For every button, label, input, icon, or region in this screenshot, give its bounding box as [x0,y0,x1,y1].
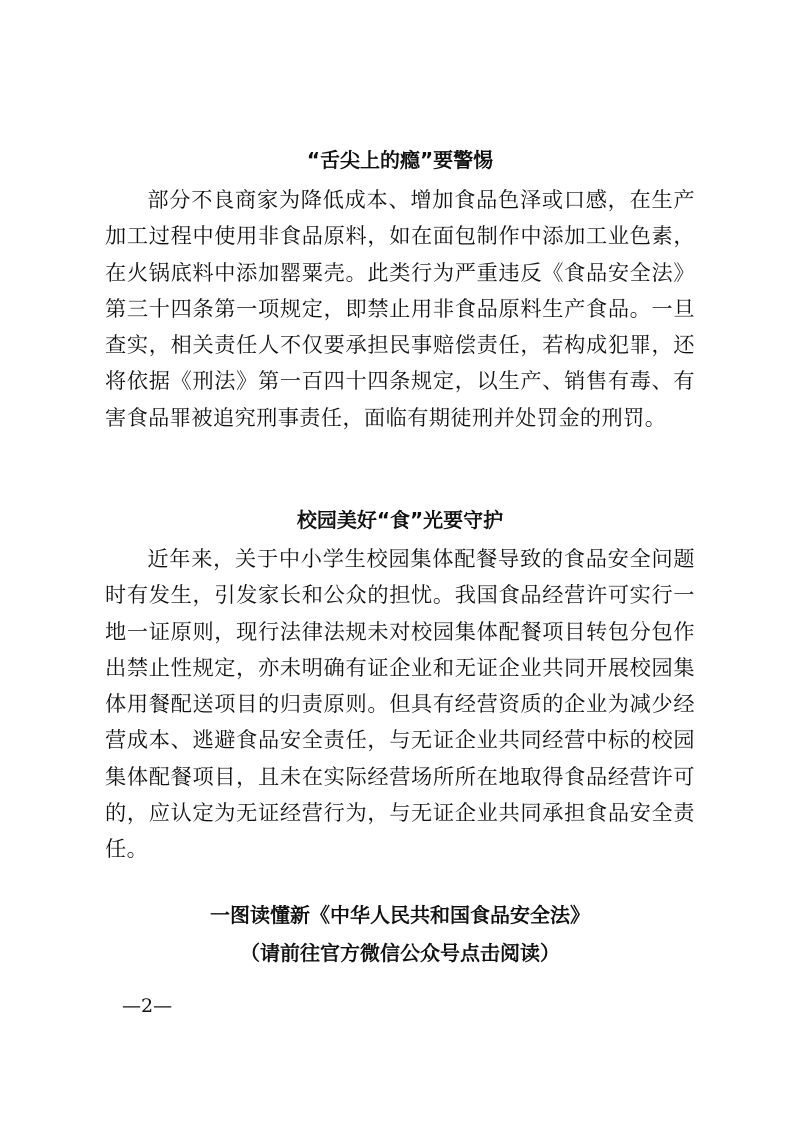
infographic-title: 一图读懂新《中华人民共和国食品安全法》 [210,903,590,927]
section-heading: “舌尖上的瘾”要警惕 [306,148,494,172]
section-heading: 校园美好“食”光要守护 [296,508,504,532]
section-body: 部分不良商家为降低成本、增加食品色泽或口感，在生产加工过程中使用非食品原料，如在面包制作中添加工业色素，在火锅底料中添加罂粟壳。此类行为严重违反《食品安全法》第三十四条第一项规定，即禁止用非食品原料生产食品。一旦查实，相关责任人不仅要承担民事赔偿责任，若构成犯罪，还将依据《刑法》第一百四十四条规定，以生产、销售有毒、有害食品罪被追究刑事责任，面临有期徒刑并处罚金的刑罚。 [105,187,695,430]
page-number: —2— [122,995,173,1017]
section-body: 近年来，关于中小学生校园集体配餐导致的食品安全问题时有发生，引发家长和公众的担忧。我国食品经营许可实行一地一证原则，现行法律法规未对校园集体配餐项目转包分包作出禁止性规定，亦未明确有证企业和无证企业共同开展校园集体用餐配送项目的归责原则。但具有经营资质的企业为减少经营成本、逃避食品安全责任，与无证企业共同经营中标的校园集体配餐项目，且未在实际经营场所所在地取得食品经营许可的，应认定为无证经营行为，与无证企业共同承担食品安全责任。 [105,546,695,862]
infographic-note: （请前往官方微信公众号点击阅读） [240,941,560,965]
